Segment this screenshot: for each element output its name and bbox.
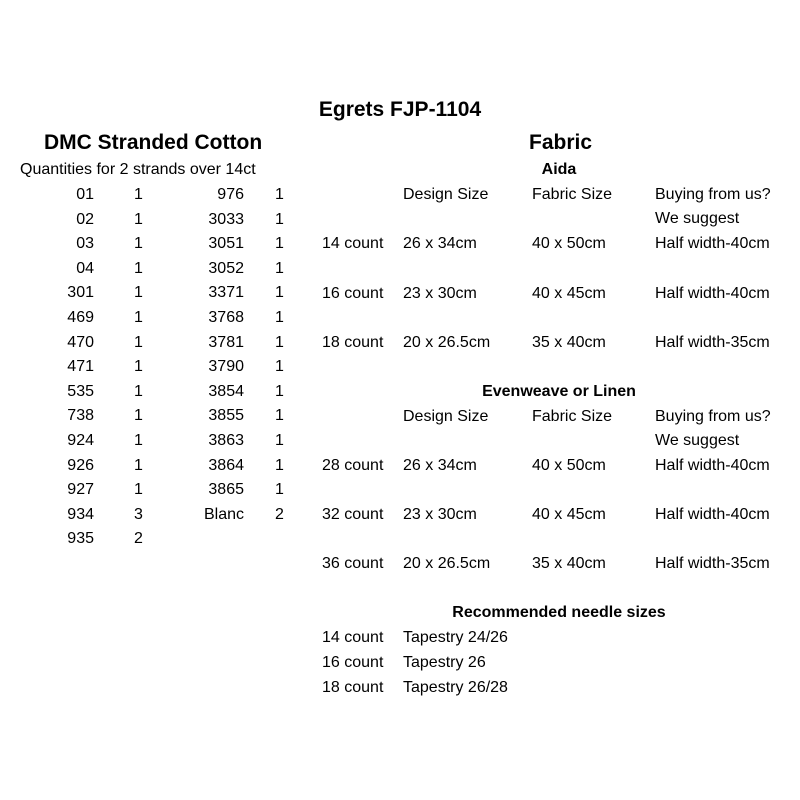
design-size: 20 x 26.5cm [403, 555, 491, 572]
dmc-quantity: 1 [275, 334, 284, 351]
suggested-purchase: Half width-40cm [655, 235, 770, 252]
dmc-quantity: 1 [134, 481, 143, 498]
dmc-quantity: 1 [275, 383, 284, 400]
dmc-quantity: 2 [134, 530, 143, 547]
aida-heading: Aida [541, 161, 577, 178]
dmc-code: 927 [67, 481, 94, 498]
fabric-count: 14 count [322, 235, 384, 252]
design-size: 23 x 30cm [403, 285, 477, 302]
dmc-code: 3865 [208, 481, 244, 498]
dmc-quantity: 1 [134, 383, 143, 400]
suggested-purchase: Half width-35cm [655, 334, 770, 351]
dmc-code: 924 [67, 432, 94, 449]
dmc-quantity: 1 [134, 284, 143, 301]
needle-size: Tapestry 26/28 [403, 679, 508, 696]
needle-size: Tapestry 24/26 [403, 629, 508, 646]
fabric-heading: Fabric [529, 131, 593, 154]
dmc-code: 3854 [208, 383, 244, 400]
evenweave-col-buying: Buying from us? [655, 408, 771, 425]
fabric-count: 32 count [322, 506, 384, 523]
fabric-size: 35 x 40cm [532, 555, 606, 572]
dmc-code: 469 [67, 309, 94, 326]
dmc-code: 471 [67, 358, 94, 375]
dmc-quantity: 1 [134, 432, 143, 449]
dmc-quantity: 1 [275, 260, 284, 277]
dmc-code: 3790 [208, 358, 244, 375]
dmc-code: 301 [67, 284, 94, 301]
design-size: 23 x 30cm [403, 506, 477, 523]
dmc-code: 04 [76, 260, 94, 277]
page-title: Egrets FJP-1104 [318, 98, 482, 121]
dmc-code: 535 [67, 383, 94, 400]
evenweave-heading: Evenweave or Linen [482, 383, 636, 400]
aida-col-buying: Buying from us? [655, 186, 771, 203]
suggested-purchase: Half width-40cm [655, 285, 770, 302]
fabric-count: 16 count [322, 285, 384, 302]
dmc-code: 01 [76, 186, 94, 203]
fabric-size: 40 x 45cm [532, 285, 606, 302]
dmc-quantity: 1 [275, 457, 284, 474]
dmc-code: 3781 [208, 334, 244, 351]
dmc-quantity: 1 [134, 407, 143, 424]
suggested-purchase: Half width-35cm [655, 555, 770, 572]
dmc-code: 738 [67, 407, 94, 424]
dmc-code: 3863 [208, 432, 244, 449]
dmc-quantity: 1 [275, 309, 284, 326]
fabric-count: 36 count [322, 555, 384, 572]
dmc-heading: DMC Stranded Cotton [44, 131, 263, 154]
fabric-size: 35 x 40cm [532, 334, 606, 351]
dmc-code: 3051 [208, 235, 244, 252]
evenweave-col-design-size: Design Size [403, 408, 489, 425]
needle-count: 14 count [322, 629, 384, 646]
dmc-quantity: 1 [134, 334, 143, 351]
suggested-purchase: Half width-40cm [655, 457, 770, 474]
dmc-quantity: 1 [134, 358, 143, 375]
dmc-quantity: 1 [134, 260, 143, 277]
design-size: 20 x 26.5cm [403, 334, 491, 351]
dmc-code: 02 [76, 211, 94, 228]
dmc-quantity: 1 [134, 186, 143, 203]
dmc-code: Blanc [203, 506, 244, 523]
aida-col-fabric-size: Fabric Size [532, 186, 613, 203]
design-size: 26 x 34cm [403, 235, 477, 252]
needle-count: 16 count [322, 654, 384, 671]
evenweave-col-suggest: We suggest [655, 432, 740, 449]
design-size: 26 x 34cm [403, 457, 477, 474]
aida-col-suggest: We suggest [655, 210, 740, 227]
dmc-quantity: 3 [134, 506, 143, 523]
dmc-quantity: 2 [275, 506, 284, 523]
evenweave-col-fabric-size: Fabric Size [532, 408, 613, 425]
fabric-size: 40 x 45cm [532, 506, 606, 523]
dmc-quantity: 1 [275, 284, 284, 301]
dmc-quantity: 1 [275, 211, 284, 228]
dmc-quantity: 1 [134, 457, 143, 474]
dmc-code: 470 [67, 334, 94, 351]
dmc-code: 935 [67, 530, 94, 547]
dmc-code: 3768 [208, 309, 244, 326]
fabric-size: 40 x 50cm [532, 457, 606, 474]
dmc-quantity: 1 [275, 407, 284, 424]
dmc-code: 934 [67, 506, 94, 523]
dmc-code: 3371 [208, 284, 244, 301]
dmc-code: 3855 [208, 407, 244, 424]
aida-col-design-size: Design Size [403, 186, 489, 203]
dmc-code: 976 [217, 186, 244, 203]
dmc-quantity: 1 [134, 309, 143, 326]
dmc-subheading: Quantities for 2 strands over 14ct [20, 161, 256, 178]
dmc-quantity: 1 [275, 432, 284, 449]
needle-count: 18 count [322, 679, 384, 696]
dmc-code: 03 [76, 235, 94, 252]
needles-heading: Recommended needle sizes [452, 604, 666, 621]
dmc-quantity: 1 [134, 211, 143, 228]
fabric-count: 28 count [322, 457, 384, 474]
needle-size: Tapestry 26 [403, 654, 486, 671]
dmc-quantity: 1 [275, 358, 284, 375]
fabric-size: 40 x 50cm [532, 235, 606, 252]
dmc-quantity: 1 [134, 235, 143, 252]
dmc-quantity: 1 [275, 481, 284, 498]
dmc-quantity: 1 [275, 235, 284, 252]
dmc-code: 3052 [208, 260, 244, 277]
dmc-code: 3033 [208, 211, 244, 228]
dmc-quantity: 1 [275, 186, 284, 203]
dmc-code: 3864 [208, 457, 244, 474]
dmc-code: 926 [67, 457, 94, 474]
suggested-purchase: Half width-40cm [655, 506, 770, 523]
fabric-count: 18 count [322, 334, 384, 351]
